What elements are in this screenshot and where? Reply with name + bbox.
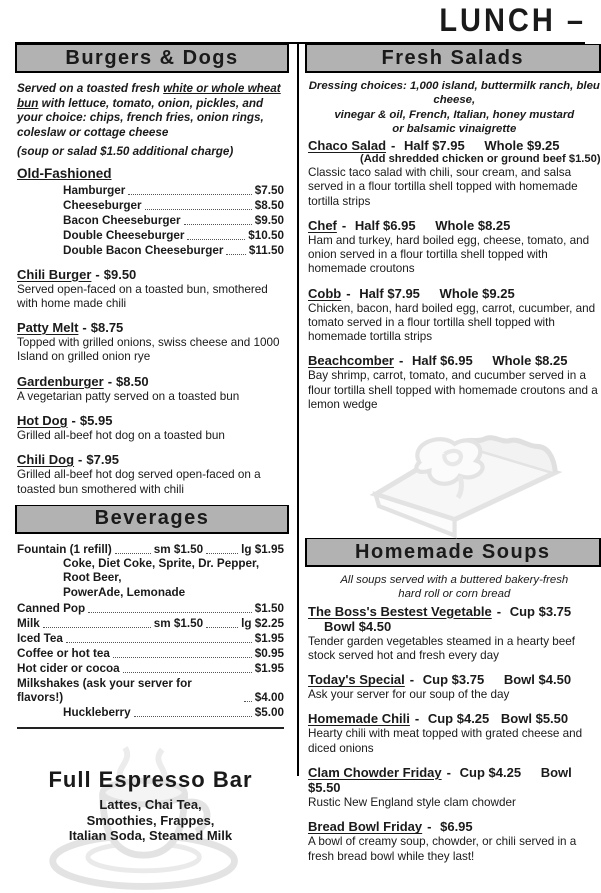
price-row [17,632,284,646]
item-name: Canned Pop [17,601,86,615]
item-price: $5.00 [254,705,284,719]
item-name: Bread Bowl Friday [308,819,423,835]
price-row [17,706,284,720]
size-label: Bowl [500,711,532,727]
price-row [17,244,284,258]
pie-watermark-area [308,412,601,538]
size-label: Cup [427,711,454,727]
section-title: Burgers & Dogs [65,46,239,69]
old-fashioned-title: Old-Fashioned [17,165,112,181]
size-price: $4.50 [358,618,392,634]
size-price: $9.25 [526,138,560,153]
item-name: Cobb [308,285,342,301]
size-price: $3.75 [451,672,485,688]
item-name: Gardenburger [17,373,104,389]
size-label: Bowl [540,765,572,781]
intro-text: Served on a toasted fresh [17,82,160,95]
item-name: Cheeseburger [63,198,142,212]
menu-item [308,138,601,209]
item-price: $7.50 [254,183,284,197]
espresso-bar-section [17,743,284,893]
item-price: $0.95 [254,646,284,660]
menu-item [17,374,284,404]
dot-leader [226,254,245,255]
item-description: Topped with grilled onions, swiss cheese and 1000 Island on grilled onion rye [17,336,280,364]
size-price: $5.50 [535,711,569,727]
espresso-bar-title: Full Espresso Bar [48,766,253,792]
menu-item [308,765,601,810]
burgers-intro-note: (soup or salad $1.50 additional charge) [17,145,234,158]
burgers-intro [17,82,284,140]
item-name: Chaco Salad [308,138,387,153]
section-title: Homemade Soups [355,540,551,563]
item-price: $1.95 [254,631,284,645]
dash: - [496,603,502,619]
size-label: Half [359,285,384,301]
price-row [17,617,284,631]
item-name: Bacon Cheeseburger [63,213,181,227]
item-name: Double Cheeseburger [63,228,185,242]
menu-item [308,218,601,277]
item-name: Chili Burger [17,266,92,282]
item-name: Today's Special [308,672,405,688]
item-description: Grilled all-beef hot dog served open-faced on a toasted bun smothered with chili [17,468,261,496]
size-price: $9.25 [482,285,515,301]
section-title: Fresh Salads [381,46,525,69]
section-header-fresh-salads [305,44,601,73]
note-line: All soups served with a buttered bakery-fresh [340,574,569,587]
dot-leader [184,224,252,225]
size-label: Whole [435,217,475,233]
price-row [17,543,284,557]
dash: - [82,320,87,336]
item-name: Clam Chowder Friday [308,765,442,781]
dash: - [391,138,396,153]
menu-item [308,604,601,664]
dot-leader [206,627,238,628]
dash: - [341,217,347,233]
item-name: Hamburger [63,183,126,197]
size-label: Bowl [503,672,535,688]
item-price: $9.50 [254,213,284,227]
price-row [17,184,284,198]
item-name: Chef [308,217,337,233]
item-price: $4.00 [254,690,284,704]
item-price: $1.95 [254,661,284,675]
espresso-line: Smoothies, Frappes, [86,812,215,828]
item-name: Chili Dog [17,452,75,468]
item-description: Rustic New England style clam chowder [308,796,516,810]
item-name: Homemade Chili [308,711,410,727]
item-price: $9.50 [103,266,137,282]
item-price: $11.50 [248,243,284,257]
size-price: $7.95 [432,138,465,153]
note-line: hard roll or corn bread [398,588,511,601]
size-price: $4.50 [538,672,572,688]
size-label: Whole [484,138,524,153]
dot-leader [43,627,151,628]
dash: - [346,285,351,301]
item-name: Milkshakes (ask your server for flavors!) [17,676,192,704]
item-price: $6.95 [440,819,473,835]
item-price: $5.95 [79,412,113,428]
item-description: Tender garden vegetables steamed in a hearty beef stock served hot and fresh every day [308,634,576,662]
note-line: or balsamic vinaigrette [392,122,517,135]
dash: - [398,353,404,369]
item-name: Hot cider or cocoa [17,661,120,675]
size-label: Cup [459,765,485,781]
price-row [17,199,284,213]
item-name: Beachcomber [308,353,394,369]
item-price: $8.50 [116,373,149,389]
item-description: Ask your server for our soup of the day [308,688,510,702]
menu-item [308,353,601,412]
right-column [299,44,601,863]
dash: - [71,412,76,428]
item-description: Served open-faced on a toasted bun, smothered with home made chili [17,282,268,310]
price-row [17,677,284,705]
size-label: Whole [492,353,532,369]
menu-item [308,819,601,864]
price-row [17,647,284,661]
size-label: Half [404,138,429,153]
left-column [15,44,297,844]
dash: - [409,672,415,688]
item-price: $7.95 [86,452,119,468]
item-price: $10.50 [248,228,284,242]
size-label: Half [411,353,437,369]
intro-text: with lettuce, tomato, onion, pickles, and your choice: chips, french fries, onion rings, coleslaw or cottage cheese [17,96,264,139]
size-price: $3.75 [538,603,572,619]
size-label: Whole [439,285,479,301]
dot-leader [187,239,245,240]
item-name: Iced Tea [17,631,63,645]
menu-item [308,286,601,345]
size-price: $6.95 [440,353,473,369]
price-row [17,602,284,616]
item-name: Milk [17,616,40,630]
item-price-large: lg $1.95 [241,542,284,556]
intro-underlined-text: white or whole wheat bun [17,82,281,110]
espresso-line: Lattes, Chai Tea, [99,796,202,812]
note-line: vinegar & oil, French, Italian, honey mustard [334,108,575,121]
menu-item [17,267,284,312]
item-price: $8.50 [254,198,284,212]
size-price: $5.50 [308,780,341,796]
menu-item [308,711,601,756]
section-header-beverages [15,505,289,534]
size-label: Bowl [324,618,356,634]
size-price: $8.25 [477,217,511,233]
menu-item [17,413,284,443]
item-addon-note: (Add shredded chicken or ground beef $1.50) [360,153,601,165]
soups-note [308,573,601,602]
item-name: Hot Dog [17,412,68,428]
size-price: $6.95 [383,217,416,233]
size-price: $7.95 [387,285,420,301]
flavors-line: PowerAde, Lemonade [63,586,186,600]
pie-slice-watermark [348,412,583,538]
espresso-bar-offerings [17,797,284,844]
dot-leader [244,701,252,702]
item-name: Huckleberry [63,705,131,719]
fountain-flavors [17,557,284,601]
dot-leader [115,553,151,554]
item-name: The Boss's Bestest Vegetable [308,603,492,619]
flavors-line: Coke, Diet Coke, Sprite, Dr. Pepper, Root Beer, [63,556,260,585]
menu-columns [15,42,601,863]
item-description: Hearty chili with meat topped with grated cheese and diced onions [308,727,583,755]
dot-leader [123,672,252,673]
size-price: $4.25 [456,711,490,727]
size-price: $8.25 [534,353,568,369]
item-name: Fountain (1 refill) [17,542,112,556]
size-price: $4.25 [488,765,522,781]
menu-item [17,452,284,497]
item-price-large: lg $2.25 [241,616,284,630]
dash: - [414,711,420,727]
dot-leader [88,612,252,613]
item-price: $1.50 [254,601,284,615]
price-row [17,229,284,243]
dot-leader [145,209,252,210]
price-row [17,662,284,676]
item-description: Chicken, bacon, hard boiled egg, carrot, cucumber, and tomato served in a flour tortilla shell topped with homemade tortilla strips [308,301,596,344]
item-price: $8.75 [90,320,124,336]
item-description: Bay shrimp, carrot, tomato, and cucumber served in a flour tortilla shell topped with homemade croutons and a lemon wedge [308,369,598,411]
note-line: Dressing choices: 1,000 island, buttermilk ranch, bleu cheese, [308,80,600,107]
dash: - [427,819,432,835]
item-description: A vegetarian patty served on a toasted bun [17,389,240,403]
section-header-burgers-dogs [15,44,289,73]
dot-leader [206,553,238,554]
dot-leader [128,194,251,195]
page-title: LUNCH – [439,3,586,39]
section-divider-line [17,727,284,729]
size-label: Cup [509,603,535,619]
item-description: Classic taco salad with chili, sour cream, and salsa served in a flour tortilla shell topped with homemade tortilla strips [308,166,578,208]
dash: - [95,266,100,282]
item-description: A bowl of creamy soup, chowder, or chili served in a fresh bread bowl while they last! [308,835,577,863]
price-row [17,214,284,228]
size-label: Half [354,217,380,233]
item-description: Ham and turkey, hard boiled egg, cheese, tomato, and onion served in a flour tortilla shell topped with homemade croutons [308,233,590,276]
dash: - [78,452,83,468]
size-label: Cup [422,672,449,688]
item-price-small: sm $1.50 [153,542,204,556]
dot-leader [113,657,252,658]
dot-leader [134,716,252,717]
menu-item [17,320,284,365]
section-title: Beverages [94,507,210,530]
item-price-small: sm $1.50 [153,616,204,630]
espresso-line: Italian Soda, Steamed Milk [68,828,233,844]
menu-item [308,672,601,702]
dash: - [107,373,113,389]
section-header-homemade-soups [305,538,601,567]
item-description: Grilled all-beef hot dog on a toasted bun [17,428,225,442]
item-name: Double Bacon Cheeseburger [63,243,224,257]
dot-leader [66,642,252,643]
item-name: Coffee or hot tea [17,646,110,660]
dash: - [446,765,451,781]
item-name: Patty Melt [17,320,79,336]
dressing-choices-note [308,79,601,136]
